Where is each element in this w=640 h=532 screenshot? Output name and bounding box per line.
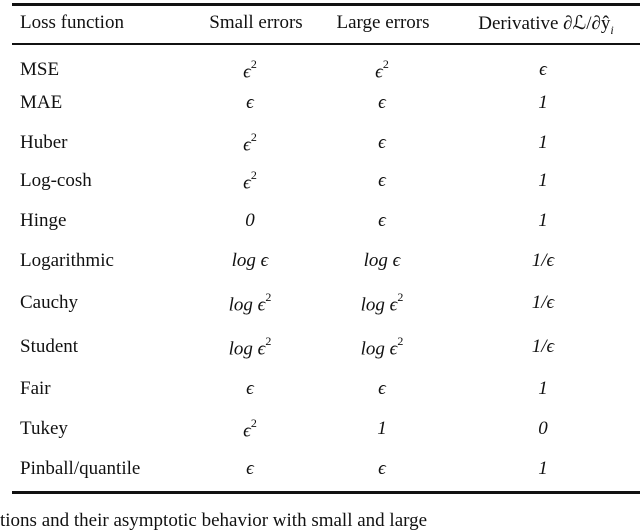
table-row	[0, 458, 640, 488]
deriv-value: 1	[538, 170, 548, 191]
table-row	[0, 132, 640, 162]
table-header-rule	[12, 43, 640, 45]
large-exponent: 2	[397, 334, 404, 348]
large-exponent: 2	[382, 57, 389, 71]
large-value: ϵ	[378, 132, 386, 153]
large-value: ϵ	[378, 458, 386, 479]
large-value: 1	[377, 418, 387, 439]
table-row	[0, 250, 640, 280]
large-cell	[378, 132, 386, 154]
small-cell	[229, 336, 272, 360]
small-cell	[246, 378, 254, 400]
deriv-cell	[538, 378, 548, 400]
small-value: log ϵ	[228, 338, 266, 360]
deriv-cell	[538, 170, 548, 192]
large-cell	[361, 292, 404, 316]
small-value: log ϵ	[231, 250, 269, 271]
loss-name: Fair	[20, 378, 51, 399]
small-value: ϵ	[246, 378, 254, 399]
deriv-value: ϵ	[539, 59, 547, 80]
table-row	[0, 336, 640, 366]
deriv-value: 1	[538, 378, 548, 399]
small-cell	[243, 418, 257, 442]
table-row	[0, 292, 640, 322]
loss-name: Hinge	[20, 210, 67, 231]
large-value: ϵ	[375, 61, 383, 83]
large-value: ϵ	[378, 378, 386, 399]
small-cell	[246, 92, 254, 114]
deriv-value: 1	[538, 92, 548, 113]
header-derivative-text: Derivative ∂ℒ/∂ŷ	[478, 13, 611, 34]
loss-name: Huber	[20, 132, 68, 153]
table-row	[0, 210, 640, 240]
large-cell	[378, 378, 386, 400]
small-exponent: 2	[265, 290, 272, 304]
loss-name: Student	[20, 336, 79, 357]
header-derivative	[478, 12, 614, 38]
table-bottom-rule	[12, 491, 640, 494]
table-row	[0, 59, 640, 89]
small-cell	[229, 292, 272, 316]
deriv-cell	[538, 210, 548, 232]
deriv-cell	[532, 250, 554, 272]
table-row	[0, 418, 640, 448]
header-small-errors: Small errors	[209, 12, 303, 33]
header-large-errors: Large errors	[336, 12, 430, 33]
small-value: 0	[245, 210, 255, 231]
table-header	[0, 12, 640, 42]
loss-name: Logarithmic	[20, 250, 114, 271]
small-exponent: 2	[250, 168, 257, 182]
loss-name: MAE	[20, 92, 63, 113]
small-cell	[243, 170, 257, 194]
small-value: ϵ	[246, 92, 254, 113]
loss-name: MSE	[20, 59, 60, 80]
large-cell	[364, 250, 401, 272]
deriv-cell	[532, 292, 554, 314]
loss-name: Tukey	[20, 418, 68, 439]
deriv-value: 1	[538, 132, 548, 153]
deriv-cell	[539, 59, 547, 81]
deriv-value: 0	[538, 418, 548, 439]
small-value: log ϵ	[228, 294, 266, 316]
header-loss-function: Loss function	[20, 12, 124, 33]
small-value: ϵ	[243, 134, 251, 156]
large-cell	[378, 210, 386, 232]
deriv-value: 1/ϵ	[531, 292, 555, 313]
deriv-value: 1	[538, 210, 548, 231]
small-cell	[245, 210, 255, 232]
table-row	[0, 170, 640, 200]
small-value: ϵ	[246, 458, 254, 479]
deriv-cell	[538, 92, 548, 114]
small-value: ϵ	[243, 61, 251, 83]
caption-fragment: tions and their asymptotic behavior with small and large	[0, 510, 428, 531]
large-value: ϵ	[378, 92, 386, 113]
deriv-value: 1/ϵ	[531, 250, 555, 271]
small-value: ϵ	[243, 420, 251, 442]
table-top-rule	[12, 3, 640, 6]
header-derivative-subscript: i	[610, 22, 614, 37]
small-cell	[232, 250, 269, 272]
small-cell	[246, 458, 254, 480]
loss-name: Log-cosh	[20, 170, 92, 191]
deriv-value: 1	[538, 458, 548, 479]
deriv-cell	[538, 458, 548, 480]
deriv-cell	[538, 132, 548, 154]
small-exponent: 2	[250, 57, 257, 71]
large-cell	[378, 92, 386, 114]
large-cell	[361, 336, 404, 360]
large-value: ϵ	[378, 210, 386, 231]
large-cell	[375, 59, 389, 83]
table-row	[0, 378, 640, 408]
loss-name: Cauchy	[20, 292, 79, 313]
table-row	[0, 92, 640, 122]
small-exponent: 2	[265, 334, 272, 348]
loss-name: Pinball/quantile	[20, 458, 141, 479]
large-cell	[378, 170, 386, 192]
small-cell	[243, 132, 257, 156]
deriv-cell	[538, 418, 548, 440]
deriv-cell	[532, 336, 554, 358]
small-cell	[243, 59, 257, 83]
large-cell	[378, 458, 386, 480]
large-exponent: 2	[397, 290, 404, 304]
large-value: log ϵ	[360, 294, 398, 316]
large-cell	[377, 418, 387, 440]
small-exponent: 2	[250, 416, 257, 430]
small-exponent: 2	[250, 130, 257, 144]
large-value: log ϵ	[360, 338, 398, 360]
small-value: ϵ	[243, 172, 251, 194]
large-value: ϵ	[378, 170, 386, 191]
large-value: log ϵ	[363, 250, 401, 271]
deriv-value: 1/ϵ	[531, 336, 555, 357]
